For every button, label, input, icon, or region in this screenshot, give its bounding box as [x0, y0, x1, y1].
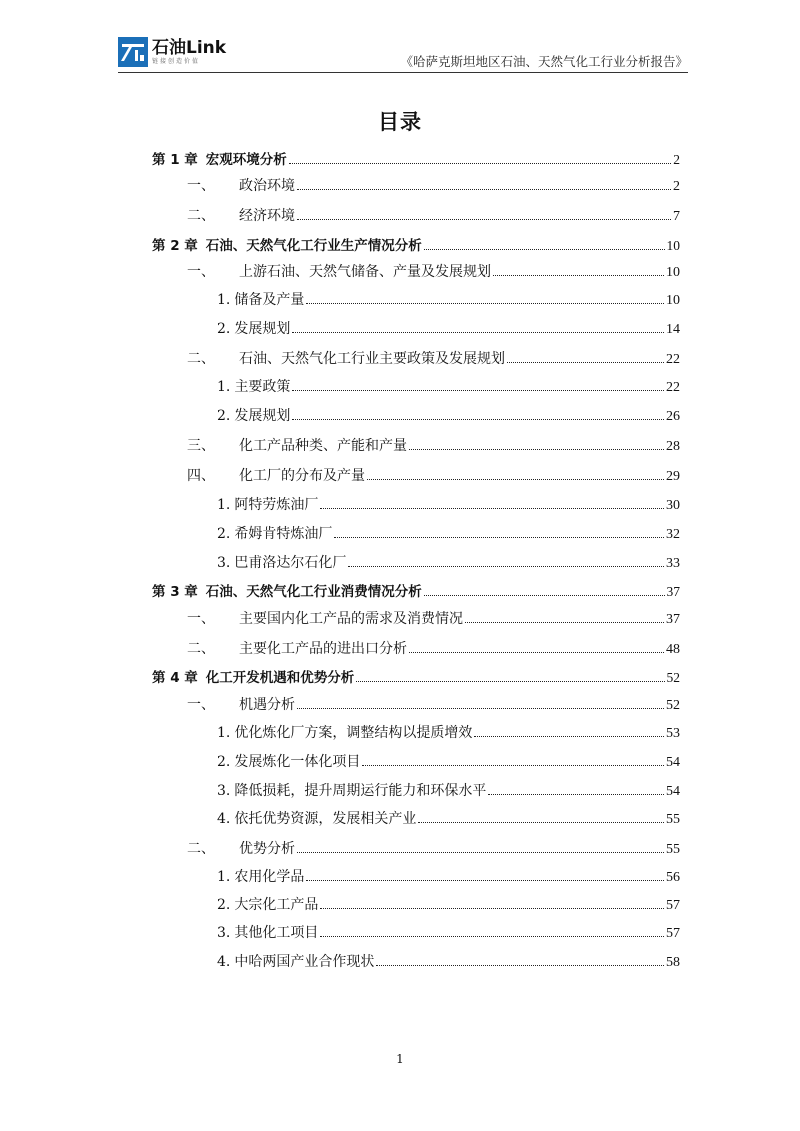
toc-entry-text: 希姆肯特炼油厂	[234, 526, 333, 542]
toc-entry-label	[217, 289, 304, 309]
toc-entry[interactable]	[152, 666, 680, 686]
toc-entry-number: 1.	[217, 497, 231, 513]
toc-entry-label	[187, 465, 365, 485]
toc-entry-label	[217, 866, 304, 886]
toc-entry[interactable]	[187, 838, 680, 858]
logo-slogan: 链接创造价值	[152, 57, 201, 65]
toc-entry-page: 22	[666, 380, 680, 395]
toc-entry-text: 石油、天然气化工行业消费情况分析	[205, 584, 422, 600]
report-title: 《哈萨克斯坦地区石油、天然气化工行业分析报告》	[400, 54, 688, 69]
toc-entry-text: 农用化学品	[234, 869, 305, 885]
toc-entry-text: 化工厂的分布及产量	[239, 468, 365, 484]
toc-entry-text: 政治环境	[239, 178, 295, 194]
toc-entry[interactable]	[217, 808, 680, 828]
page-header	[118, 34, 688, 74]
toc-entry-number: 3.	[217, 783, 231, 799]
toc-leader-dots	[320, 908, 664, 909]
toc-entry-number: 二、	[187, 351, 215, 367]
toc-entry-text: 机遇分析	[239, 697, 295, 713]
toc-entry-page: 14	[666, 322, 680, 337]
toc-entry-text: 优化炼化厂方案，调整结构以提质增效	[234, 725, 473, 741]
toc-entry-number: 一、	[187, 697, 215, 713]
toc-leader-dots	[306, 880, 664, 881]
toc-leader-dots	[493, 275, 664, 276]
toc-entry[interactable]	[217, 722, 680, 742]
toc-entry-number: 二、	[187, 841, 215, 857]
toc-entry[interactable]	[217, 894, 680, 914]
toc-entry-page: 32	[666, 527, 680, 542]
toc-entry[interactable]	[217, 405, 680, 425]
toc-leader-dots	[424, 249, 665, 250]
toc-entry-text: 化工产品种类、产能和产量	[239, 438, 407, 454]
toc-entry-label	[217, 494, 318, 514]
toc-entry[interactable]	[217, 376, 680, 396]
toc-entry-label	[187, 205, 295, 225]
toc-entry-label	[217, 922, 318, 942]
toc-leader-dots	[292, 419, 664, 420]
toc-entry-number: 一、	[187, 264, 215, 280]
toc-entry[interactable]	[152, 234, 680, 254]
toc-entry[interactable]	[187, 348, 680, 368]
toc-entry-label	[187, 175, 295, 195]
toc-entry-page: 2	[673, 152, 680, 167]
toc-entry-text: 巴甫洛达尔石化厂	[234, 555, 347, 571]
toc-entry-number: 四、	[187, 468, 215, 484]
toc-entry-label	[187, 838, 295, 858]
toc-entry-page: 7	[673, 209, 680, 224]
toc-leader-dots	[334, 537, 664, 538]
toc-entry-text: 主要政策	[234, 379, 291, 395]
toc-entry-label	[217, 376, 290, 396]
toc-entry-number: 一、	[187, 611, 215, 627]
toc-entry-label	[187, 694, 295, 714]
toc-entry-label	[217, 318, 290, 338]
toc-leader-dots	[297, 708, 664, 709]
toc-entry-page: 29	[666, 469, 680, 484]
toc-entry-label	[217, 552, 346, 572]
toc-entry-page: 54	[666, 784, 680, 799]
toc-entry[interactable]	[217, 494, 680, 514]
toc-entry-text: 经济环境	[239, 208, 295, 224]
toc-leader-dots	[474, 736, 664, 737]
toc-entry-text: 石油、天然气化工行业生产情况分析	[205, 238, 422, 254]
toc-entry[interactable]	[217, 289, 680, 309]
toc-leader-dots	[488, 794, 664, 795]
toc-title: 目录	[378, 110, 422, 134]
toc-leader-dots	[356, 681, 664, 682]
toc-entry-page: 55	[666, 812, 680, 827]
toc-leader-dots	[507, 362, 664, 363]
page-number: 1	[396, 1052, 404, 1066]
toc-entry-number: 第 4 章	[152, 670, 198, 686]
toc-entry[interactable]	[217, 951, 680, 971]
toc-entry-page: 52	[666, 698, 680, 713]
toc-entry-number: 三、	[187, 438, 215, 454]
toc-entry-page: 22	[666, 352, 680, 367]
toc-entry-text: 上游石油、天然气储备、产量及发展规划	[239, 264, 491, 280]
toc-leader-dots	[348, 566, 664, 567]
toc-entry-text: 发展炼化一体化项目	[234, 754, 361, 770]
toc-entry-page: 54	[666, 755, 680, 770]
toc-entry-label	[217, 523, 332, 543]
toc-entry-number: 1.	[217, 869, 231, 885]
toc-entry-text: 依托优势资源，发展相关产业	[234, 811, 417, 827]
toc-entry-label	[217, 951, 374, 971]
toc-entry-page: 52	[666, 670, 680, 685]
toc-entry-text: 主要国内化工产品的需求及消费情况	[239, 611, 463, 627]
toc-leader-dots	[292, 332, 664, 333]
toc-entry-page: 37	[666, 584, 680, 599]
toc-entry-page: 10	[666, 293, 680, 308]
toc-entry-page: 58	[666, 955, 680, 970]
toc-entry-label	[217, 751, 360, 771]
toc-entry[interactable]	[217, 780, 680, 800]
toc-leader-dots	[297, 189, 671, 190]
toc-entry-text: 降低损耗，提升周期运行能力和环保水平	[234, 783, 487, 799]
toc-entry-label	[152, 666, 354, 686]
toc-entry-page: 55	[666, 842, 680, 857]
toc-entry-label	[217, 894, 318, 914]
toc-entry-text: 宏观环境分析	[205, 152, 287, 168]
toc-entry[interactable]	[187, 694, 680, 714]
toc-leader-dots	[306, 303, 664, 304]
toc-entry-number: 一、	[187, 178, 215, 194]
toc-entry-label	[187, 638, 407, 658]
toc-entry-page: 28	[666, 439, 680, 454]
toc-leader-dots	[292, 390, 664, 391]
toc-entry[interactable]	[187, 261, 680, 281]
toc-leader-dots	[367, 479, 664, 480]
toc-entry-text: 发展规划	[234, 408, 291, 424]
toc-entry-number: 二、	[187, 641, 215, 657]
toc-entry-page: 48	[666, 642, 680, 657]
toc-entry-text: 储备及产量	[234, 292, 305, 308]
toc-entry-text: 优势分析	[239, 841, 295, 857]
toc-entry-label	[217, 722, 472, 742]
toc-entry-label	[152, 148, 287, 168]
toc-entry-page: 37	[666, 612, 680, 627]
toc-entry-number: 二、	[187, 208, 215, 224]
toc-entry-label	[217, 780, 486, 800]
toc-entry-text: 化工开发机遇和优势分析	[205, 670, 355, 686]
toc-entry-number: 2.	[217, 321, 231, 337]
toc-entry-label	[187, 435, 407, 455]
toc-entry-page: 57	[666, 926, 680, 941]
toc-entry[interactable]	[217, 866, 680, 886]
toc-entry[interactable]	[152, 148, 680, 168]
toc-entry-page: 10	[666, 265, 680, 280]
toc-entry-number: 第 1 章	[152, 152, 198, 168]
toc-entry-text: 其他化工项目	[234, 925, 319, 941]
logo-mark-icon	[118, 37, 148, 67]
toc-entry-label	[187, 261, 491, 281]
company-logo	[118, 34, 226, 70]
toc-entry-number: 1.	[217, 292, 231, 308]
toc-entry-label	[152, 580, 422, 600]
toc-entry-label	[217, 808, 416, 828]
header-divider	[118, 72, 688, 73]
toc-leader-dots	[409, 652, 664, 653]
toc-entry-number: 2.	[217, 526, 231, 542]
toc-entry[interactable]	[152, 580, 680, 600]
toc-entry-number: 第 3 章	[152, 584, 198, 600]
toc-entry-number: 3.	[217, 555, 231, 571]
toc-entry[interactable]	[187, 205, 680, 225]
toc-leader-dots	[320, 508, 664, 509]
toc-entry[interactable]	[187, 435, 680, 455]
toc-entry[interactable]	[217, 922, 680, 942]
toc-entry-text: 发展规划	[234, 321, 291, 337]
toc-entry-text: 主要化工产品的进出口分析	[239, 641, 407, 657]
toc-leader-dots	[320, 936, 664, 937]
toc-entry-page: 26	[666, 409, 680, 424]
toc-entry-label	[217, 405, 290, 425]
toc-entry-page: 57	[666, 898, 680, 913]
toc-entry-number: 3.	[217, 925, 231, 941]
toc-entry-text: 阿特劳炼油厂	[234, 497, 319, 513]
toc-entry[interactable]	[187, 175, 680, 195]
toc-entry-number: 4.	[217, 954, 231, 970]
toc-leader-dots	[418, 822, 664, 823]
toc-entry-text: 大宗化工产品	[234, 897, 319, 913]
toc-entry[interactable]	[217, 318, 680, 338]
toc-entry-text: 石油、天然气化工行业主要政策及发展规划	[239, 351, 505, 367]
toc-leader-dots	[289, 163, 671, 164]
toc-entry-number: 第 2 章	[152, 238, 198, 254]
toc-entry-page: 33	[666, 556, 680, 571]
toc-entry-page: 10	[666, 238, 680, 253]
toc-leader-dots	[297, 219, 671, 220]
toc-leader-dots	[362, 765, 664, 766]
toc-entry-number: 2.	[217, 754, 231, 770]
toc-leader-dots	[376, 965, 664, 966]
toc-entry-page: 30	[666, 498, 680, 513]
toc-entry-number: 4.	[217, 811, 231, 827]
toc-entry-label	[187, 608, 463, 628]
toc-leader-dots	[297, 852, 664, 853]
toc-entry[interactable]	[187, 465, 680, 485]
toc-entry[interactable]	[187, 638, 680, 658]
toc-entry-page: 2	[673, 179, 680, 194]
toc-entry-page: 56	[666, 870, 680, 885]
toc-entry[interactable]	[217, 751, 680, 771]
toc-entry-page: 53	[666, 726, 680, 741]
toc-entry-number: 1.	[217, 379, 231, 395]
toc-entry-number: 2.	[217, 408, 231, 424]
toc-entry-label	[187, 348, 505, 368]
toc-entry[interactable]	[187, 608, 680, 628]
toc-entry-number: 2.	[217, 897, 231, 913]
toc-entry[interactable]	[217, 552, 680, 572]
toc-entry-label	[152, 234, 422, 254]
toc-leader-dots	[465, 622, 664, 623]
toc-entry[interactable]	[217, 523, 680, 543]
logo-name: 石油Link	[152, 37, 227, 58]
toc-entry-text: 中哈两国产业合作现状	[234, 954, 375, 970]
toc-entry-number: 1.	[217, 725, 231, 741]
toc-leader-dots	[424, 595, 665, 596]
toc-leader-dots	[409, 449, 664, 450]
